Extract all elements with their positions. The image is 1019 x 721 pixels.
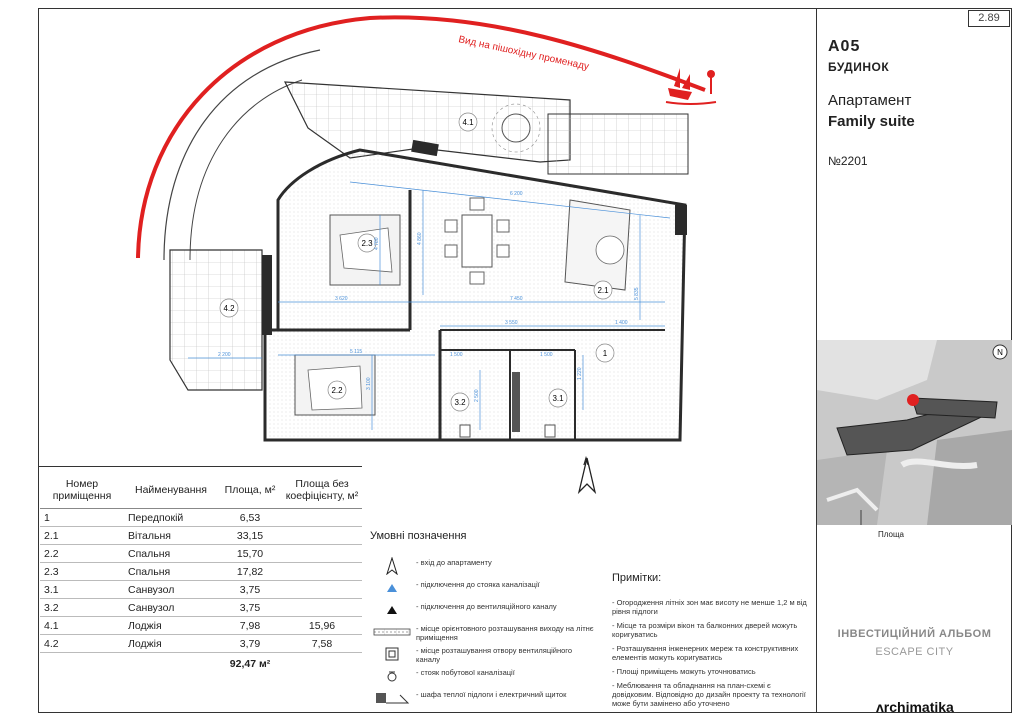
svg-text:1 220: 1 220 bbox=[577, 367, 583, 380]
legend-item: - підключення до вентиляційного каналу bbox=[370, 600, 595, 622]
svg-text:3.2: 3.2 bbox=[454, 398, 466, 407]
col-header-area-raw: Площа без коефіцієнту, м² bbox=[282, 474, 362, 509]
svg-text:N: N bbox=[997, 348, 1003, 357]
building-label: БУДИНОК bbox=[828, 60, 890, 74]
svg-text:1 500: 1 500 bbox=[450, 352, 463, 358]
table-top-rule bbox=[38, 466, 362, 467]
svg-text:5 115: 5 115 bbox=[350, 349, 363, 355]
svg-text:2.3: 2.3 bbox=[361, 239, 373, 248]
svg-text:4 860: 4 860 bbox=[417, 232, 423, 245]
legend-item: - місце розташування отвору вентиляційного каналу bbox=[370, 644, 595, 666]
note-item: - Місце та розміри вікон та балконних дверей можуть коригуватись bbox=[612, 621, 798, 639]
legend-item: - вхід до апартаменту bbox=[370, 556, 595, 578]
legend-item: - стояк побутової каналізації bbox=[370, 666, 595, 688]
blue-triangle-icon bbox=[370, 578, 414, 598]
floor-plan bbox=[40, 10, 810, 465]
legend bbox=[370, 556, 595, 710]
suite-name: Family suite bbox=[828, 113, 915, 130]
table-row: 2.3 Спальня 17,82 bbox=[40, 563, 362, 581]
apartment-number: №2201 bbox=[828, 154, 868, 168]
table-row: 4.2 Лоджія 3,79 7,58 bbox=[40, 635, 362, 653]
apartment-label: Апартамент bbox=[828, 92, 912, 109]
svg-text:1 500: 1 500 bbox=[540, 352, 553, 358]
svg-text:2 200: 2 200 bbox=[218, 352, 231, 358]
svg-text:3.1: 3.1 bbox=[552, 394, 564, 403]
album-subtitle: ESCAPE CITY bbox=[875, 646, 954, 658]
vent-opening-icon bbox=[370, 644, 414, 664]
entrance-marker-icon bbox=[575, 456, 599, 496]
svg-text:2 500: 2 500 bbox=[474, 389, 480, 402]
legend-item: - підключення до стояка каналізації bbox=[370, 578, 595, 600]
svg-text:3 550: 3 550 bbox=[505, 320, 518, 326]
black-triangle-icon bbox=[370, 600, 414, 620]
col-header-area: Площа, м² bbox=[218, 474, 282, 509]
note-item: - Меблювання та обладнання на план-схемі є довідковим. Відповідно до дизайн проекту та технології може бути замінено або уточнено bbox=[612, 681, 806, 708]
svg-text:3 100: 3 100 bbox=[366, 377, 372, 390]
brand-logo: ʌrchimatika bbox=[876, 699, 954, 715]
note-item: - Огородження літніх зон має висоту не менше 1,2 м від рівня підлоги bbox=[612, 598, 807, 616]
apartment-code: A05 bbox=[828, 38, 861, 55]
note-item: - Площі приміщень можуть уточнюватись bbox=[612, 667, 756, 676]
table-row: 1 Передпокій 6,53 bbox=[40, 509, 362, 527]
col-header-number: Номер приміщення bbox=[40, 474, 124, 509]
svg-text:7 450: 7 450 bbox=[510, 296, 523, 302]
sewer-riser-icon bbox=[370, 666, 414, 686]
svg-text:2.1: 2.1 bbox=[597, 286, 609, 295]
view-label: Вид на пішохідну променаду bbox=[457, 34, 590, 73]
minimap-caption: Площа bbox=[878, 530, 904, 539]
legend-item: - шафа теплої підлоги і електричний щиток bbox=[370, 688, 595, 710]
table-row: 3.2 Санвузол 3,75 bbox=[40, 599, 362, 617]
table-row: 3.1 Санвузол 3,75 bbox=[40, 581, 362, 599]
col-header-name: Найменування bbox=[124, 474, 218, 509]
svg-text:6 200: 6 200 bbox=[510, 191, 523, 197]
svg-text:4 780: 4 780 bbox=[374, 237, 380, 250]
total-area: 92,47 м² bbox=[229, 658, 271, 670]
exit-marker-icon bbox=[370, 622, 414, 642]
legend-item: - місце орієнтовного розташування виходу на літнє приміщення bbox=[370, 622, 595, 644]
svg-text:1 400: 1 400 bbox=[615, 320, 628, 326]
table-total-row bbox=[40, 653, 362, 676]
svg-text:4.1: 4.1 bbox=[462, 118, 474, 127]
svg-text:2.2: 2.2 bbox=[331, 386, 343, 395]
svg-text:1: 1 bbox=[602, 349, 608, 358]
notes bbox=[612, 598, 810, 713]
site-minimap bbox=[817, 340, 1012, 525]
album-title: ІНВЕСТИЦІЙНИЙ АЛЬБОМ bbox=[837, 628, 992, 640]
entrance-arrow-icon bbox=[370, 556, 414, 576]
notes-title: Примітки: bbox=[612, 572, 662, 584]
rooms-table bbox=[40, 474, 362, 675]
table-row: 4.1 Лоджія 7,98 15,96 bbox=[40, 617, 362, 635]
sheet-number: 2.89 bbox=[968, 10, 1010, 27]
note-item: - Розташування інженерних мереж та конструктивних елементів можуть коригуватись bbox=[612, 644, 799, 662]
svg-text:5 835: 5 835 bbox=[634, 287, 640, 300]
legend-title: Умовні позначення bbox=[370, 530, 467, 542]
svg-text:3 620: 3 620 bbox=[335, 296, 348, 302]
svg-text:4.2: 4.2 bbox=[223, 304, 235, 313]
table-row: 2.1 Вітальня 33,15 bbox=[40, 527, 362, 545]
table-row: 2.2 Спальня 15,70 bbox=[40, 545, 362, 563]
heating-cabinet-icon bbox=[370, 688, 414, 708]
